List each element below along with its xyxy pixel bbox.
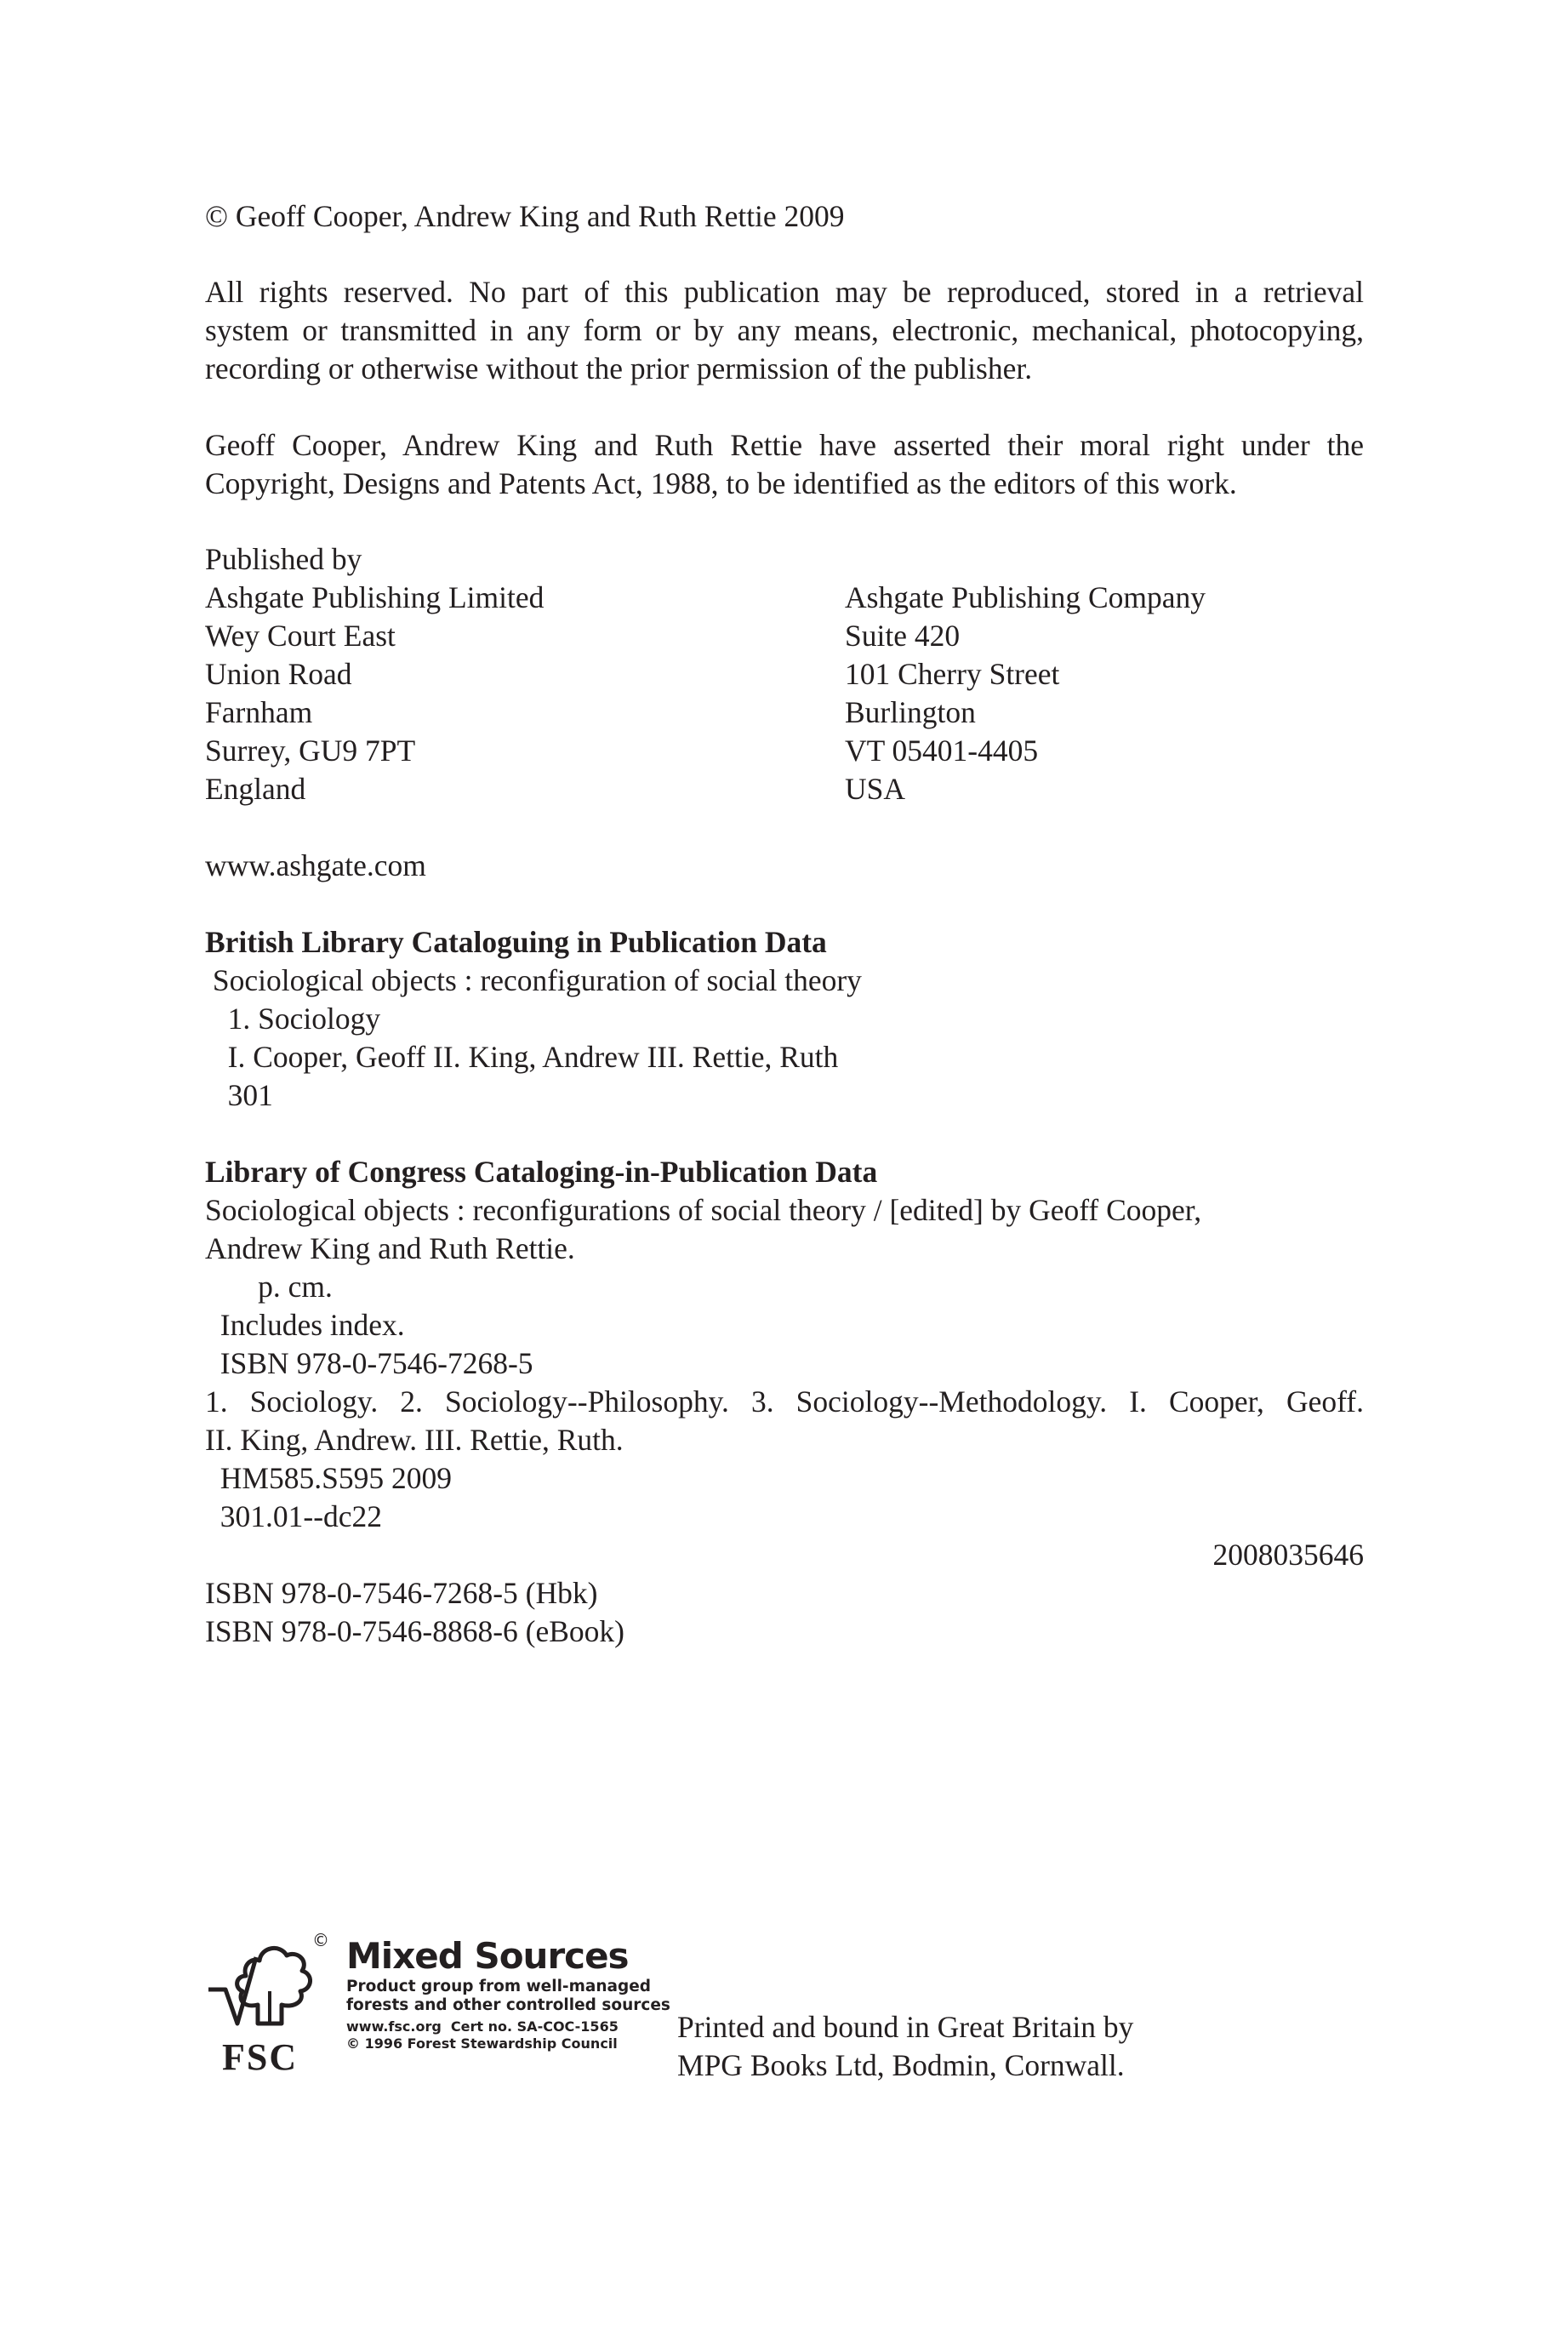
moral-rights-line-1: Geoff Cooper, Andrew King and Ruth Rettie have asserted their moral right under the <box>205 428 1364 462</box>
british-library-line: 301 <box>205 1078 273 1112</box>
fsc-cert-line: www.fsc.org Cert no. SA-COC-1565 <box>346 2018 619 2035</box>
us-address-line: Burlington <box>845 695 976 729</box>
loc-line: ISBN 978-0-7546-7268-5 <box>205 1346 533 1380</box>
loc-line: HM585.S595 2009 <box>205 1461 452 1495</box>
rights-line-2: system or transmitted in any form or by any means, electronic, mechanical, photocopying, <box>205 313 1364 347</box>
printed-line-1: Printed and bound in Great Britain by <box>677 2010 1134 2044</box>
uk-address-line: England <box>205 772 306 806</box>
isbn-ebook: ISBN 978-0-7546-8868-6 (eBook) <box>205 1614 624 1648</box>
fsc-logo <box>205 1930 670 2078</box>
british-library-line: Sociological objects : reconfiguration of social theory <box>205 963 862 997</box>
fsc-tree-check-icon <box>205 1932 324 2038</box>
british-library-heading: British Library Cataloguing in Publication Data <box>205 925 827 959</box>
uk-address-line: Ashgate Publishing Limited <box>205 580 545 614</box>
british-library-line: I. Cooper, Geoff II. King, Andrew III. Rettie, Ruth <box>205 1040 839 1074</box>
british-library-cip <box>205 923 862 1115</box>
copyright-notice <box>205 197 1364 236</box>
british-library-line: 1. Sociology <box>205 1002 381 1036</box>
loc-line: Andrew King and Ruth Rettie. <box>205 1231 575 1265</box>
loc-heading: Library of Congress Cataloging-in-Publication Data <box>205 1155 878 1189</box>
loc-line: p. cm. <box>205 1270 333 1304</box>
uk-address-line: Surrey, GU9 7PT <box>205 734 416 768</box>
uk-address-line: Farnham <box>205 695 313 729</box>
fsc-council-line: © 1996 Forest Stewardship Council <box>346 2035 618 2052</box>
copyright-line: © Geoff Cooper, Andrew King and Ruth Rettie 2009 <box>205 199 845 233</box>
uk-address-line: Union Road <box>205 657 352 691</box>
published-by-uk <box>205 540 544 808</box>
uk-address-line: Wey Court East <box>205 619 396 653</box>
loc-line: Includes index. <box>205 1308 405 1342</box>
isbn-block <box>205 1574 624 1651</box>
isbn-hbk: ISBN 978-0-7546-7268-5 (Hbk) <box>205 1576 598 1610</box>
loc-line: 1. Sociology. 2. Sociology--Philosophy. 3. Sociology--Methodology. I. Cooper, Geoff. <box>205 1384 1364 1419</box>
loc-line: 301.01--dc22 <box>205 1499 383 1533</box>
website-link[interactable]: www.ashgate.com <box>205 848 426 882</box>
us-address-line: Ashgate Publishing Company <box>845 580 1206 614</box>
published-by-us <box>845 579 1206 808</box>
us-address-line: 101 Cherry Street <box>845 657 1060 691</box>
rights-paragraph <box>205 273 1364 388</box>
published-by-label: Published by <box>205 542 362 576</box>
fsc-word: FSC <box>222 2036 299 2078</box>
fsc-sub-line-2: forests and other controlled sources <box>346 1996 670 2014</box>
us-address-line: Suite 420 <box>845 619 961 653</box>
library-of-congress-cip <box>205 1153 1364 1536</box>
moral-rights-paragraph <box>205 426 1364 503</box>
loc-control-number: 2008035646 <box>1212 1538 1364 1572</box>
loc-line: II. King, Andrew. III. Rettie, Ruth. <box>205 1423 624 1457</box>
website-block <box>205 847 426 885</box>
moral-rights-line-2: Copyright, Designs and Patents Act, 1988, to be identified as the editors of this work. <box>205 466 1237 500</box>
fsc-registered-mark: © <box>312 1930 329 1950</box>
fsc-title: Mixed Sources <box>346 1935 629 1977</box>
printed-by <box>677 2008 1133 2085</box>
us-address-line: USA <box>845 772 906 806</box>
loc-line: Sociological objects : reconfigurations of social theory / [edited] by Geoff Cooper, <box>205 1193 1202 1227</box>
fsc-label-text <box>346 1932 670 2052</box>
us-address-line: VT 05401-4405 <box>845 734 1039 768</box>
printed-line-2: MPG Books Ltd, Bodmin, Cornwall. <box>677 2048 1125 2082</box>
fsc-sub-line-1: Product group from well-managed <box>346 1978 652 1995</box>
rights-line-3: recording or otherwise without the prior permission of the publisher. <box>205 351 1033 385</box>
rights-line-1: All rights reserved. No part of this publication may be reproduced, stored in a retrieval <box>205 275 1364 309</box>
